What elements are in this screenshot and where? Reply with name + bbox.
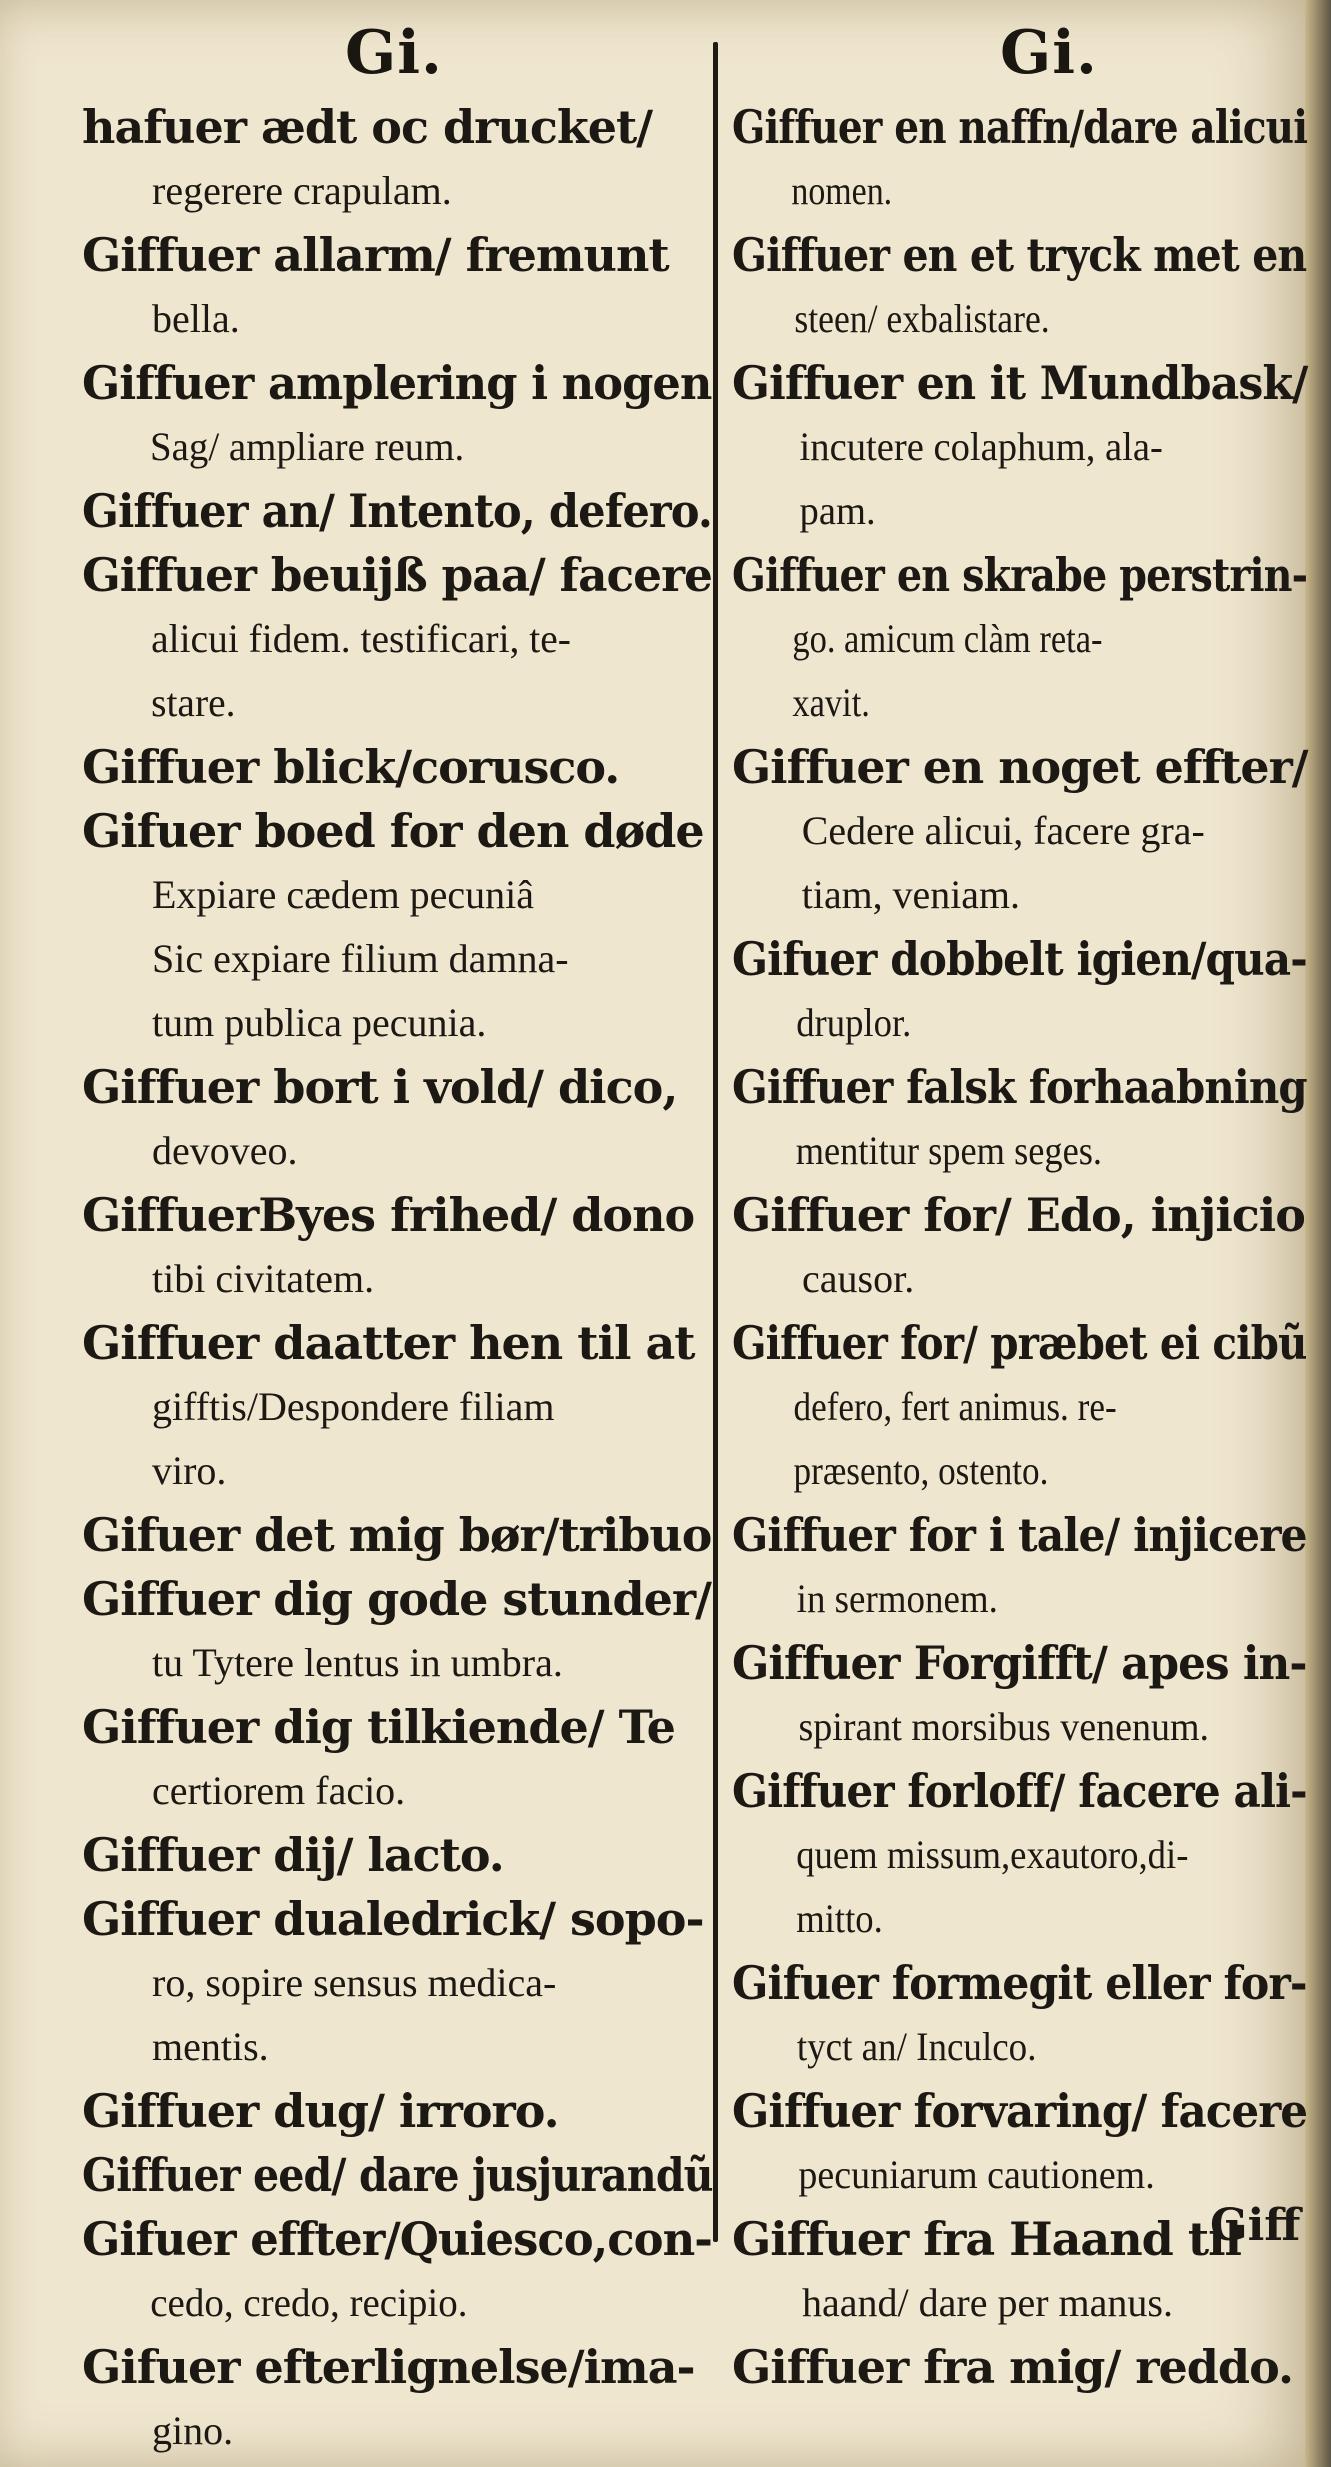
dictionary-entry: [82, 223, 669, 351]
entry-continuation-line: mentitur spem seges.: [795, 1128, 1103, 1173]
dictionary-entry: [732, 1759, 1331, 1951]
entry-headword-line: Giffuer blick/corusco.: [82, 740, 620, 794]
entry-headword-line: Giffuer dig gode stunder/: [82, 1572, 711, 1626]
entry-continuation-line: regerere crapulam.: [152, 168, 452, 213]
dictionary-entry: [82, 95, 652, 223]
entry-continuation-line: Sic expiare filium damna-: [152, 936, 569, 981]
dictionary-entry: [82, 479, 753, 543]
entry-headword-line: Gifuer dobbelt igien/qua-: [732, 932, 1307, 986]
dictionary-entry: [82, 1183, 694, 1311]
entry-continuation-line: quem missum,exautoro,di-: [796, 1832, 1189, 1877]
entry-headword-line: Giffuer dualedrick/ sopo-: [82, 1892, 704, 1946]
entry-continuation-line: tiam, veniam.: [801, 872, 1020, 917]
dictionary-entry: [732, 1631, 1331, 1759]
entry-headword-line: Giffuer fra Haand til: [732, 2212, 1242, 2266]
entry-continuation-line: tyct an/ Inculco.: [796, 2024, 1037, 2069]
entry-continuation-line: nomen.: [791, 168, 893, 213]
entry-continuation-line: mitto.: [796, 1896, 883, 1941]
entry-continuation-line: steen/ exbalistare.: [794, 296, 1050, 341]
entry-headword-line: Gifuer efterlignelse/ima-: [82, 2340, 695, 2394]
dictionary-entry: [732, 2079, 1331, 2207]
dictionary-entry: [82, 2335, 695, 2463]
entry-headword-line: Giffuer dij/ lacto.: [82, 1828, 504, 1882]
entry-continuation-line: cedo, credo, recipio.: [150, 2280, 468, 2325]
entry-continuation-line: defero, fert animus. re-: [793, 1384, 1117, 1429]
entry-continuation-line: xavit.: [792, 680, 870, 725]
entry-headword-line: Gifuer det mig bør/tribuo: [82, 1508, 712, 1562]
entry-headword-line: Giffuer en et tryck met en: [732, 228, 1307, 282]
entry-continuation-line: gino.: [152, 2408, 234, 2453]
entry-continuation-line: tibi civitatem.: [152, 1256, 375, 1301]
dictionary-entry: [732, 223, 1331, 351]
dictionary-entry: [732, 543, 1331, 735]
dictionary-entry: [732, 927, 1331, 1055]
entry-continuation-line: pecuniarum cautionem.: [798, 2152, 1155, 2197]
entry-headword-line: Gifuer boed for den døde: [82, 804, 704, 858]
entry-continuation-line: stare.: [151, 680, 236, 725]
entry-continuation-line: gifftis/Despondere filiam: [152, 1384, 555, 1429]
entry-continuation-line: tu Tytere lentus in umbra.: [152, 1640, 563, 1685]
entry-headword-line: Giffuer en naffn/dare alicui: [732, 100, 1308, 154]
dictionary-entry: [732, 1503, 1331, 1631]
entry-headword-line: Gifuer effter/Quiesco,con-: [82, 2212, 712, 2266]
entry-headword-line: Giffuer daatter hen til at: [82, 1316, 695, 1370]
entry-headword-line: Giffuer for i tale/ injicere: [732, 1508, 1307, 1562]
entry-headword-line: Giffuer beuijß paa/ facere: [82, 548, 712, 602]
entry-continuation-line: viro.: [152, 1448, 227, 1493]
entry-continuation-line: certiorem facio.: [152, 1768, 406, 1813]
entry-headword-line: Giffuer dig tilkiende/ Te: [82, 1700, 675, 1754]
dictionary-entry: [82, 2207, 728, 2335]
entry-continuation-line: haand/ dare per manus.: [802, 2280, 1173, 2325]
dictionary-entry: [82, 351, 730, 479]
entry-continuation-line: causor.: [802, 1256, 915, 1301]
entry-continuation-line: bella.: [152, 296, 240, 341]
dictionary-entry: [82, 735, 619, 799]
entry-continuation-line: go. amicum clàm reta-: [792, 616, 1103, 661]
dictionary-entry: [732, 2207, 1241, 2335]
entry-headword-line: hafuer ædt oc drucket/: [82, 100, 653, 154]
entry-headword-line: Giffuer Forgifft/ apes in-: [732, 1636, 1307, 1690]
entry-continuation-line: spirant morsibus venenum.: [798, 1704, 1210, 1749]
dictionary-entry: [82, 1503, 713, 1567]
entry-headword-line: Gifuer formegit eller for-: [732, 1956, 1307, 2010]
dictionary-entry: [82, 2079, 559, 2143]
entry-continuation-line: ro, sopire sensus medica-: [152, 1960, 557, 2005]
dictionary-entry: [82, 1887, 704, 2079]
entry-continuation-line: in sermonem.: [796, 1576, 998, 1621]
entry-continuation-line: alicui fidem. testificari, te-: [151, 616, 571, 661]
entry-continuation-line: incutere colaphum, ala-: [799, 424, 1163, 469]
dictionary-entry: [732, 2335, 1293, 2399]
dictionary-entry: [732, 1951, 1331, 2079]
dictionary-entry: [732, 735, 1309, 927]
entry-continuation-line: druplor.: [796, 1000, 912, 1045]
entry-headword-line: Giffuer fra mig/ reddo.: [732, 2340, 1293, 2394]
entry-continuation-line: Sag/ ampliare reum.: [150, 424, 465, 469]
entry-continuation-line: Cedere alicui, facere gra-: [801, 808, 1205, 853]
entry-headword-line: Giffuer en it Mundbask/: [732, 356, 1308, 410]
entry-headword-line: Giffuer en skrabe perstrin-: [732, 548, 1308, 602]
dictionary-entry: [82, 1055, 677, 1183]
dictionary-entry: [82, 1567, 711, 1695]
entry-headword-line: Giffuer allarm/ fremunt: [82, 228, 669, 282]
entry-headword-line: Giffuer for/ præbet ei cibũ: [732, 1316, 1307, 1370]
dictionary-entry: [732, 351, 1328, 543]
entry-continuation-line: tum publica pecunia.: [152, 1000, 487, 1045]
entry-continuation-line: præsento, ostento.: [793, 1448, 1049, 1493]
entry-headword-line: Giffuer amplering i nogen: [82, 356, 712, 410]
entry-headword-line: Giffuer dug/ irroro.: [82, 2084, 559, 2138]
dictionary-entry: [732, 1055, 1331, 1183]
entry-continuation-line: Expiare cædem pecuniâ: [152, 872, 535, 917]
dictionary-entry: [82, 543, 720, 735]
entry-continuation-line: devoveo.: [152, 1128, 298, 1173]
entry-headword-line: Giffuer falsk forhaabning: [732, 1060, 1307, 1114]
dictionary-entry: [732, 1311, 1331, 1503]
dictionary-entry: [732, 1183, 1305, 1311]
dictionary-entry: [732, 95, 1331, 223]
entry-headword-line: Giffuer bort i vold/ dico,: [82, 1060, 678, 1114]
entry-continuation-line: pam.: [799, 488, 876, 533]
entry-continuation-line: mentis.: [152, 2024, 269, 2069]
entry-headword-line: Giffuer an/ Intento, defero.: [82, 484, 712, 538]
entry-headword-line: Giffuer eed/ dare jusjurandũ: [82, 2148, 713, 2202]
entry-headword-line: Giffuer for/ Edo, injicio: [732, 1188, 1305, 1242]
entry-headword-line: Giffuer forloff/ facere ali-: [732, 1764, 1307, 1818]
dictionary-entry: [82, 1695, 675, 1823]
dictionary-entry: [82, 2143, 787, 2207]
dictionary-entry: [82, 1823, 504, 1887]
entry-headword-line: Giffuer forvaring/ facere: [732, 2084, 1308, 2138]
dictionary-entry: [82, 799, 704, 1055]
entry-headword-line: GiffuerByes frihed/ dono: [82, 1188, 695, 1242]
dictionary-entry: [82, 1311, 695, 1503]
running-header-left: Gi.: [345, 18, 443, 88]
catchword: Giff: [1210, 2200, 1301, 2251]
running-header-right: Gi.: [1000, 18, 1098, 88]
entry-headword-line: Giffuer en noget effter/: [732, 740, 1308, 794]
